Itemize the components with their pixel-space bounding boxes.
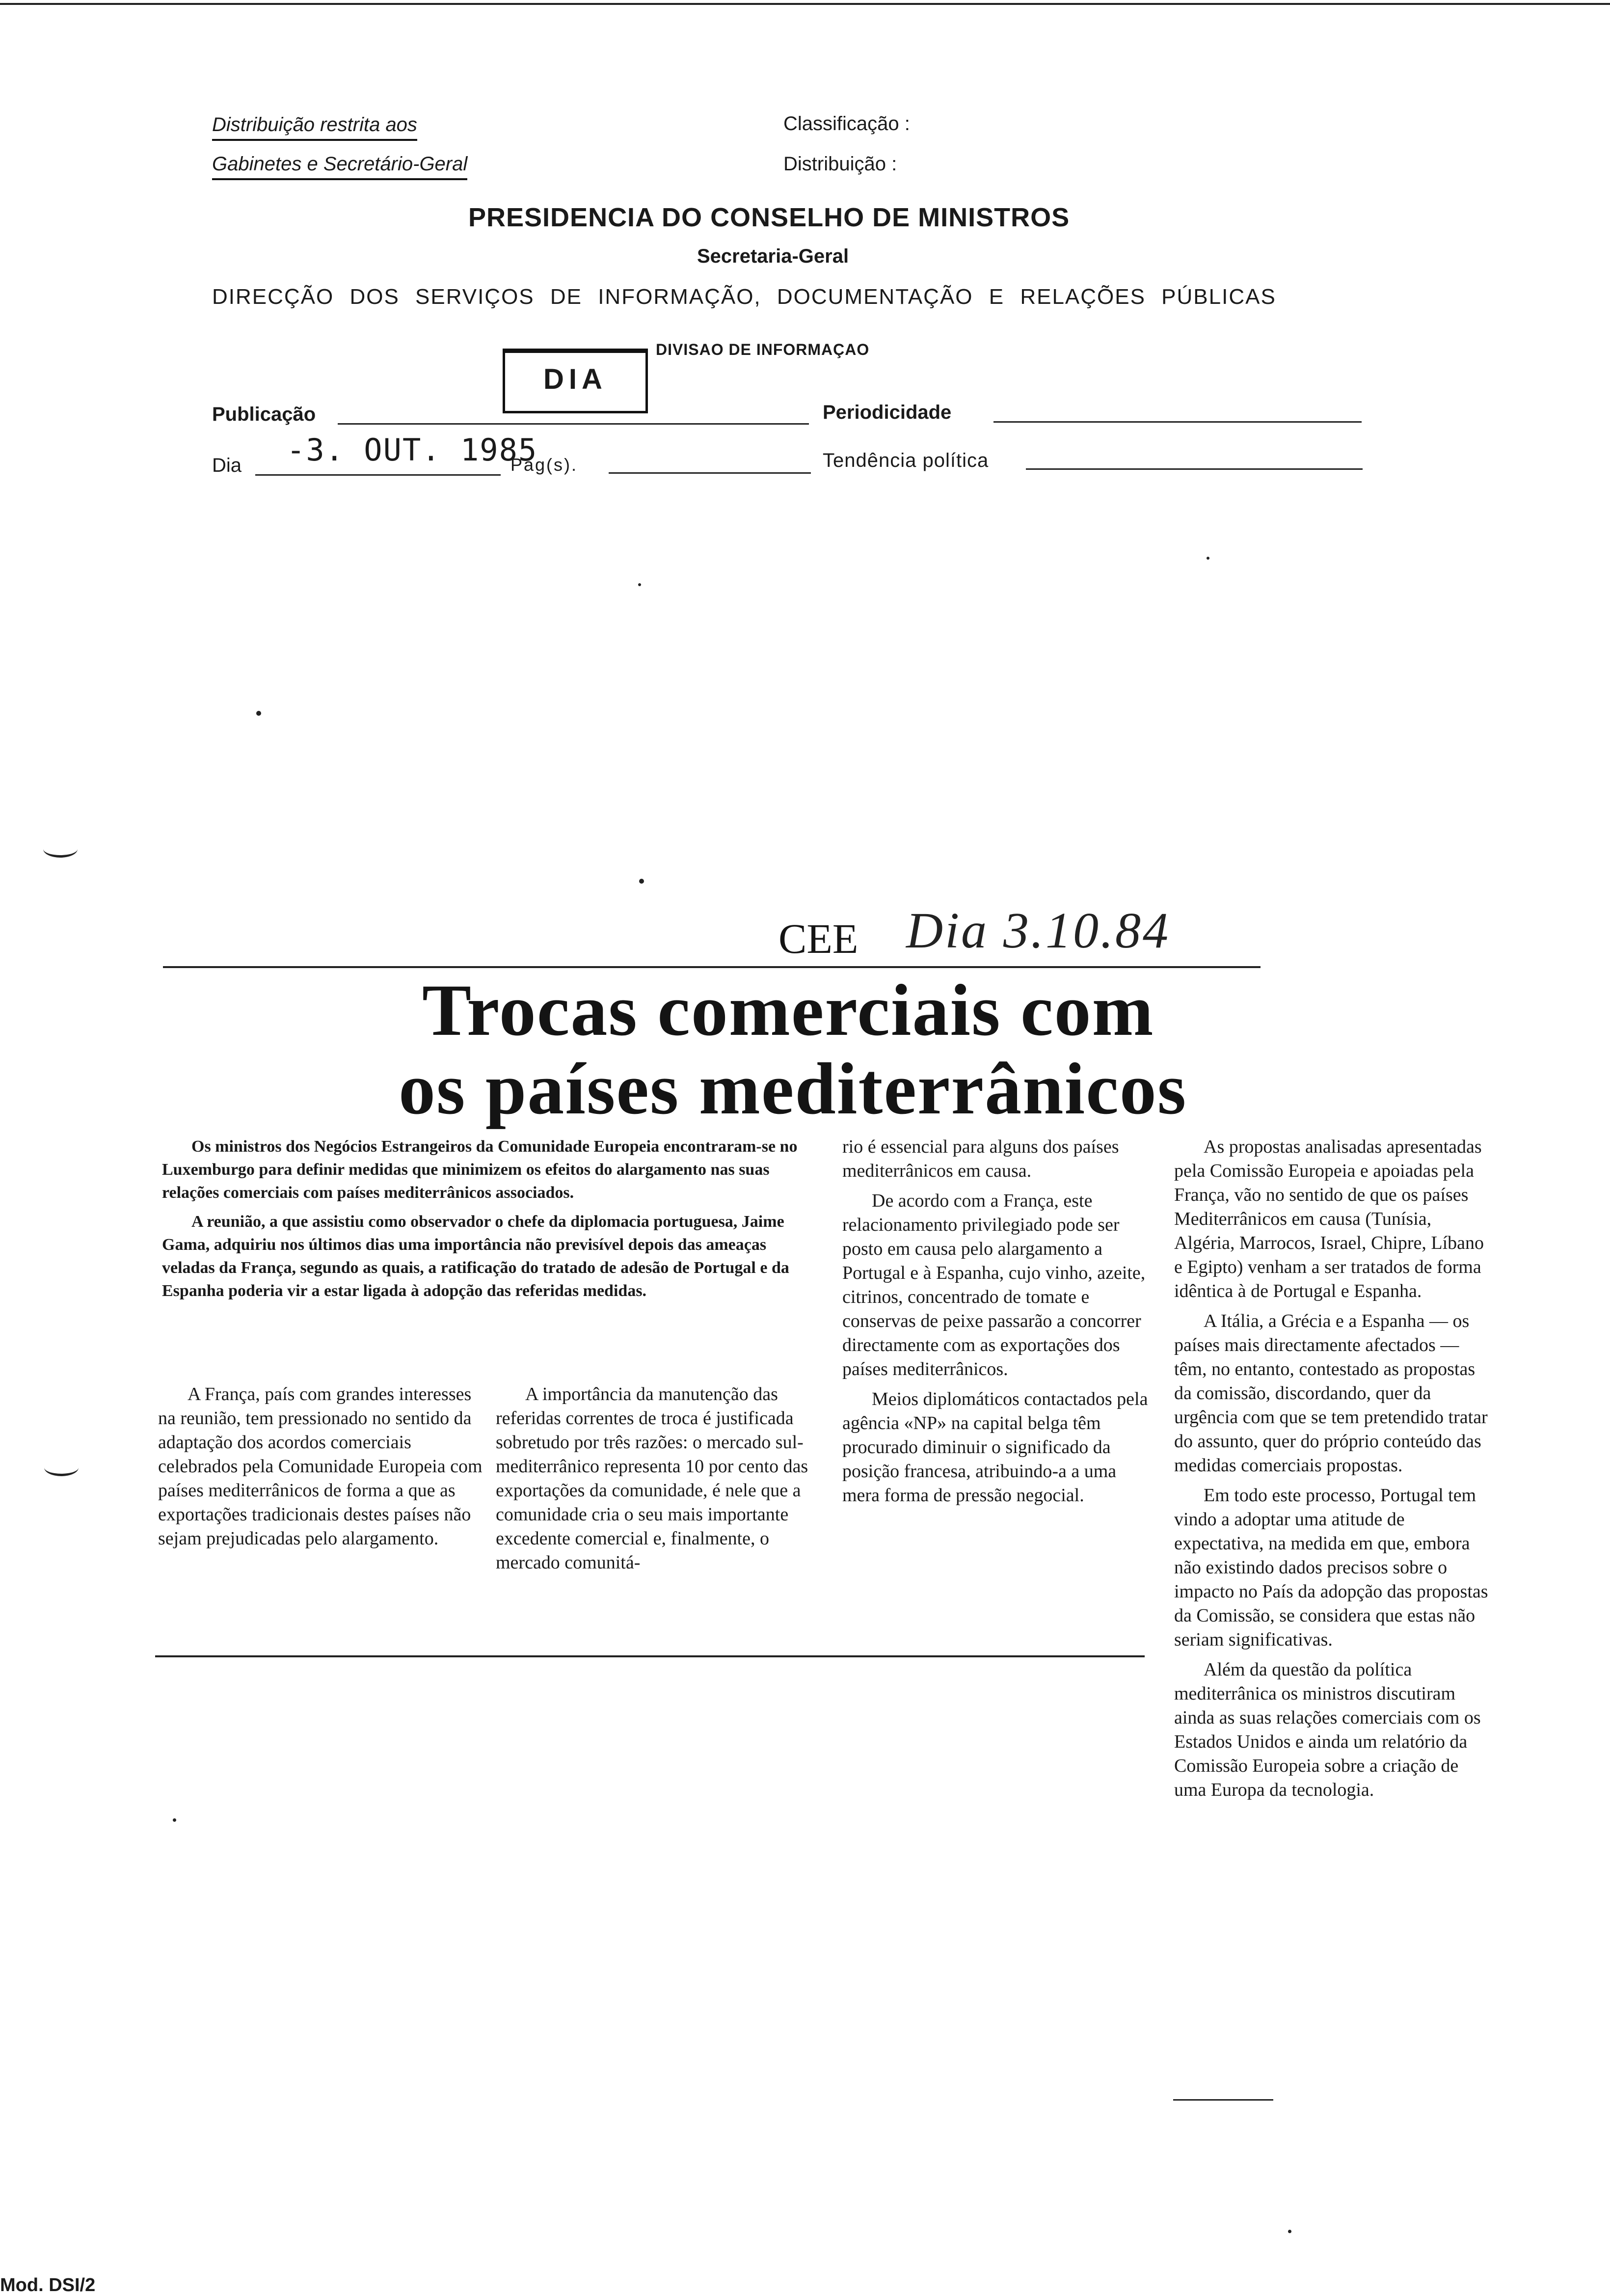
article-paragraph: De acordo com a França, este relacionamento privilegiado pode ser posto em causa pelo alargamento a Portugal e à Espanha, cujo vinho, azeite, citrinos, concentrado de tomate e conservas de peixe passarão a concorrer directamente com as exportações dos países mediterrânicos. xyxy=(842,1190,1146,1379)
periodicity-label: Periodicidade xyxy=(823,402,952,423)
top-border xyxy=(0,3,1610,5)
tendency-label: Tendência política xyxy=(823,450,989,471)
speck xyxy=(1207,557,1209,560)
speck xyxy=(1288,2230,1291,2233)
article-paragraph: A importância da manutenção das referidas correntes de troca é justificada sobretudo por três razões: o mercado sul-mediterrânico representa 10 por cento das exportações da comunidade, é nele que a comunidade cria o seu mais importante excedente comercial e, finalmente, o mercado comunitá- xyxy=(496,1384,808,1573)
article-paragraph: A França, país com grandes interesses na reunião, tem pressionado no sentido da adaptação dos acordos comerciais celebrados pela Comunidade Europeia com países mediterrânicos de forma a que as exportações tradicionais destes países não sejam prejudicadas pelo alargamento. xyxy=(158,1384,483,1549)
restricted-distribution-line2: Gabinetes e Secretário-Geral xyxy=(212,153,467,180)
article-paragraph: rio é essencial para alguns dos países mediterrânicos em causa. xyxy=(842,1136,1119,1181)
page-subtitle: Secretaria-Geral xyxy=(697,245,849,267)
punch-mark xyxy=(43,840,78,858)
headline-line2: os países mediterrânicos xyxy=(399,1048,1187,1130)
section-label: CEE xyxy=(778,915,859,962)
handwritten-date: Dia 3.10.84 xyxy=(906,902,1170,959)
form-code: Mod. DSI/2 xyxy=(0,2275,96,2296)
column-2 xyxy=(496,1382,810,1581)
article-bottom-rule xyxy=(155,1655,1145,1657)
dia-stamp-text: DIA xyxy=(543,363,607,395)
day-value: -3. OUT. 1985 xyxy=(287,432,538,468)
page-title: PRESIDENCIA DO CONSELHO DE MINISTROS xyxy=(468,203,1070,232)
lead-paragraph: A reunião, a que assistiu como observador o chefe da diplomacia portuguesa, Jaime Gama, adquiriu nos últimos dias uma importância não previsível depois das ameaças veladas da França, segundo as quais, a ratificação do tratado de adesão de Portugal e da Espanha poderia vir a estar ligada à adopção das referidas medidas. xyxy=(162,1213,789,1300)
speck xyxy=(638,583,641,586)
publication-label: Publicação xyxy=(212,404,316,425)
dia-stamp xyxy=(503,349,648,413)
article-paragraph: Meios diplomáticos contactados pela agência «NP» na capital belga têm procurado diminuir o significado da posição francesa, atribuindo-a a uma mera forma de pressão negocial. xyxy=(842,1389,1148,1506)
directorate-title: DIRECÇÃO DOS SERVIÇOS DE INFORMAÇÃO, DOCUMENTAÇÃO E RELAÇÕES PÚBLICAS xyxy=(212,285,1276,309)
column-1 xyxy=(158,1382,483,1557)
column-3 xyxy=(842,1135,1156,1513)
speck xyxy=(173,1818,176,1822)
speck xyxy=(639,879,644,884)
article-paragraph: Além da questão da política mediterrânica os ministros discutiram ainda as suas relações comerciais com os Estados Unidos e ainda um relatório da Comissão Europeia sobre a criação de uma Europa da tecnologia. xyxy=(1174,1659,1481,1800)
column-4 xyxy=(1174,1135,1488,1808)
publication-field-line xyxy=(338,423,809,425)
column-end-rule xyxy=(1173,2099,1273,2101)
article-paragraph: Em todo este processo, Portugal tem vindo a adoptar uma atitude de expectativa, na medida em que, embora não existindo dados precisos sobre o impacto no País da adopção das propostas da Comissão, se considera que estas não seriam significativas. xyxy=(1174,1485,1488,1650)
division-label: DIVISAO DE INFORMAÇAO xyxy=(656,341,870,358)
lead-paragraph: Os ministros dos Negócios Estrangeiros da Comunidade Europeia encontraram-se no Luxemburgo para definir medidas que minimizem os efeitos do alargamento nas suas relações comerciais com países mediterrânicos associados. xyxy=(162,1137,798,1202)
pages-field-line xyxy=(609,472,811,474)
headline-line1: Trocas comerciais com xyxy=(422,970,1154,1051)
periodicity-field-line xyxy=(993,421,1362,423)
lead-block xyxy=(162,1135,813,1308)
punch-mark xyxy=(44,1459,79,1476)
distribution-label: Distribuição : xyxy=(783,153,897,175)
day-field-line xyxy=(255,474,501,476)
classification-label: Classificação : xyxy=(783,113,910,135)
article-paragraph: As propostas analisadas apresentadas pela Comissão Europeia e apoiadas pela França, vão no sentido de que os países Mediterrânicos em causa (Tunísia, Algéria, Marrocos, Israel, Chipre, Líbano e Egipto) venham a ser tratados de forma idêntica à de Portugal e Espanha. xyxy=(1174,1136,1484,1301)
restricted-distribution-line1: Distribuição restrita aos xyxy=(212,114,417,141)
headline-rule xyxy=(163,966,1261,968)
day-label: Dia xyxy=(212,455,242,476)
speck xyxy=(256,711,261,716)
article-paragraph: A Itália, a Grécia e a Espanha — os países mais directamente afectados — têm, no entanto, contestado as propostas da comissão, discordando, quer da urgência com que se tem pretendido tratar do assunto, quer do próprio conteúdo das medidas comerciais propostas. xyxy=(1174,1311,1488,1476)
tendency-field-line xyxy=(1026,468,1363,470)
pages-label: Pág(s). xyxy=(510,455,578,475)
